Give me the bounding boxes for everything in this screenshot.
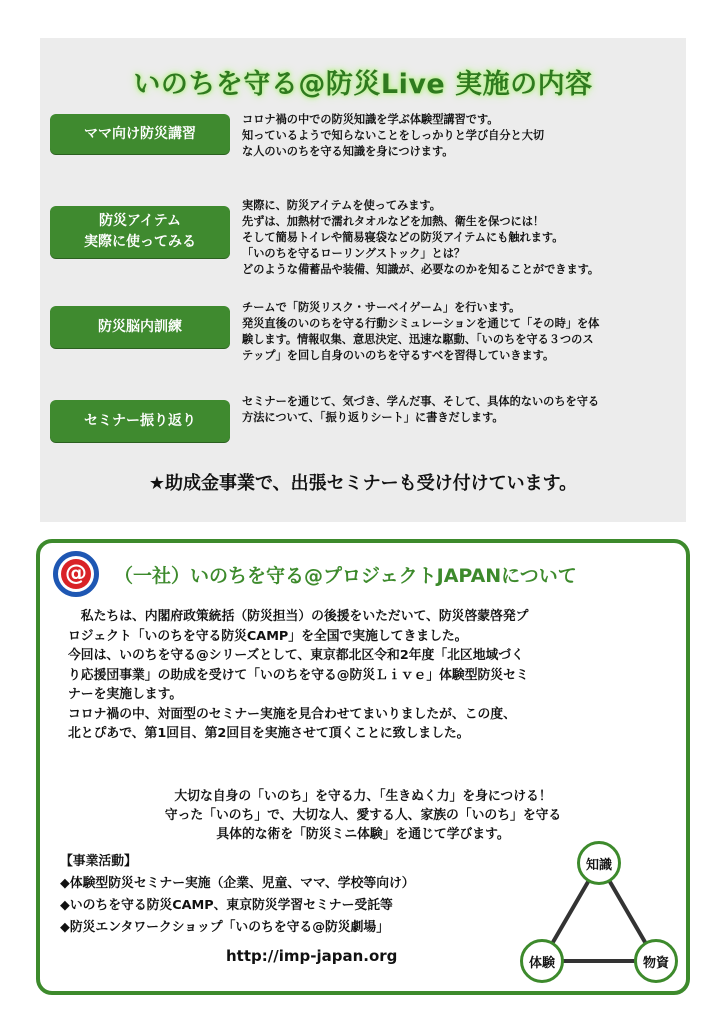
- program-title: いのちを守る@防災Live 実施の内容: [133, 69, 593, 100]
- business-activities: 【事業活動】 ◆体験型防災セミナー実施（企業、児童、ママ、学校等向け） ◆いのちを守る防災CAMP、東京防災学習セミナー受託等 ◆防災エンタワークショップ「いのちを守る@防災劇場」: [60, 854, 415, 935]
- organization-title: （一社）いのちを守る@プロジェクトJAPANについて: [114, 565, 577, 587]
- row-description: セミナーを通じて、気づき、学んだ事、そして、具体的ないのちを守る 方法について、「振り返りシート」に書きだします。: [242, 395, 600, 424]
- about-paragraphs: 私たちは、内閣府政策統括（防災担当）の後援をいただいて、防災啓蒙啓発プ ロジェクト「いのちを守る防災CAMP」を全国で実施してきました。 今回は、いのちを守る@シリーズとして、東京都北区令和2年度「北区地域づく り応援団事業」の助成を受けて「いのちを守る@防災Ｌｉｖｅ」体験型防災セミ ナーを実施します。 コロナ禍の中、対面型のセミナー実施を見合わせてまいりましたが、この度、 北とぴあで、第1回目、第2回目を実施させて頂くことに致しました。: [68, 609, 529, 741]
- mission-statement: 大切な自身の「いのち」を守る力、「生きぬく力」を身につける！ 守った「いのち」で、大切な人、愛する人、家族の「いのち」を守る 具体的な術を「防災ミニ体験」を通じて学びます。: [164, 789, 562, 842]
- program-content-panel: [40, 38, 686, 522]
- knowledge-experience-supplies-diagram: [514, 837, 684, 987]
- website-url[interactable]: http://imp-japan.org: [226, 947, 398, 965]
- at-logo-icon: @: [53, 551, 99, 597]
- row-description: チームで「防災リスク・サーベイゲーム」を行います。 発災直後のいのちを守る行動シミュレーションを通じて「その時」を体 験します。情報収集、意思決定、迅速な駆動、「いのちを守る３つのス テップ」を回し自身のいのちを守るすべを習得していきます。: [242, 301, 600, 362]
- about-organization-panel: [36, 539, 690, 995]
- experience-node: 体験: [520, 939, 564, 983]
- row-description: 実際に、防災アイテムを使ってみます。 先ずは、加熱材で濡れタオルなどを加熱、衛生を保つには！ そして簡易トイレや簡易寝袋などの防災アイテムにも触れます。 「いのちを守るローリングストック」とは？ どのような備蓄品や装備、知識が、必要なのかを知ることができます。: [242, 199, 600, 276]
- disaster-item-try-label: 防災アイテム 実際に使ってみる: [50, 206, 230, 258]
- disaster-brain-training-label: 防災脳内訓練: [50, 306, 230, 348]
- row-description: コロナ禍の中での防災知識を学ぶ体験型講習です。 知っているようで知らないことをしっかりと学び自分と大切 な人のいのちを守る知識を身につけます。: [242, 113, 545, 158]
- knowledge-node: 知識: [577, 841, 621, 885]
- subsidy-notice: ★助成金事業で、出張セミナーも受け付けています。: [148, 473, 578, 494]
- mama-disaster-course-label: ママ向け防災講習: [50, 114, 230, 154]
- seminar-review-label: セミナー振り返り: [50, 400, 230, 442]
- supplies-node: 物資: [634, 939, 678, 983]
